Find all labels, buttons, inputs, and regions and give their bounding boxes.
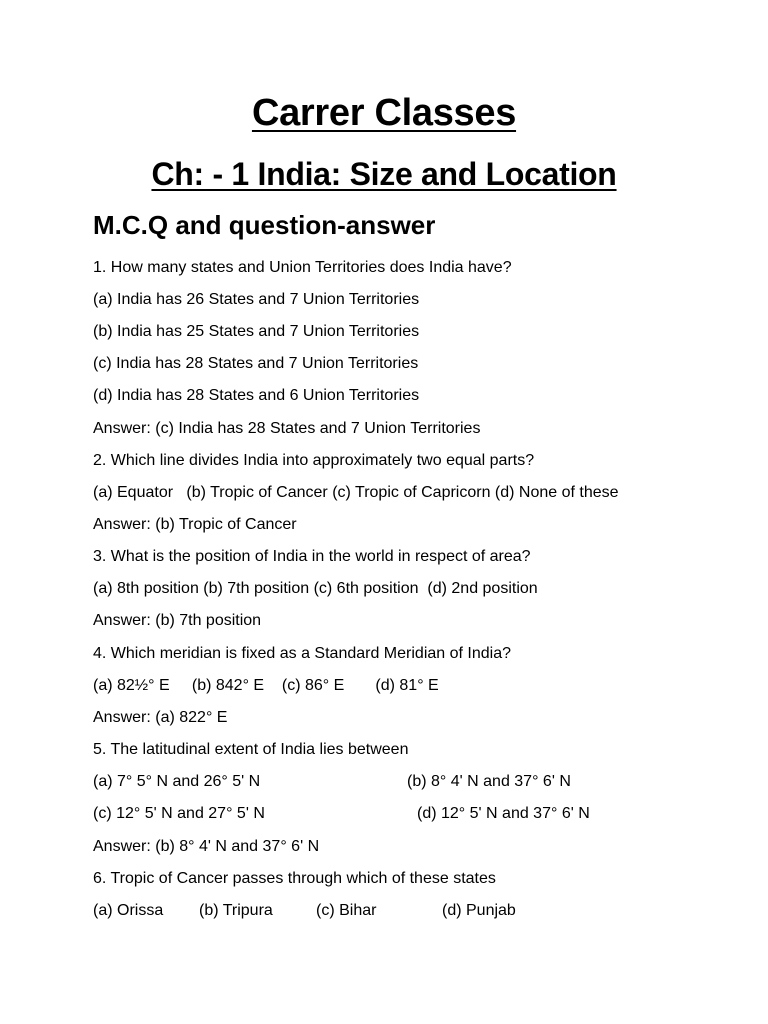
options-line: (a) Equator (b) Tropic of Cancer (c) Tropic of Capricorn (d) None of these xyxy=(93,484,619,501)
option-text: (a) Orissa xyxy=(93,902,164,919)
question-text: 4. Which meridian is fixed as a Standard Meridian of India? xyxy=(93,645,511,662)
question-text: 5. The latitudinal extent of India lies between xyxy=(93,741,409,758)
option-text: (b) India has 25 States and 7 Union Territories xyxy=(93,323,420,340)
option-text: (d) India has 28 States and 6 Union Territories xyxy=(93,387,420,404)
option-text: (a) India has 26 States and 7 Union Territories xyxy=(93,291,420,308)
option-text: (d) 12° 5' N and 37° 6' N xyxy=(417,805,590,822)
options-line: (a) 82½° E (b) 842° E (c) 86° E (d) 81° E xyxy=(93,677,439,694)
options-line: (a) 8th position (b) 7th position (c) 6th position (d) 2nd position xyxy=(93,580,538,597)
answer-text: Answer: (b) Tropic of Cancer xyxy=(93,516,297,533)
chapter-heading: Ch: - 1 India: Size and Location xyxy=(151,156,617,192)
option-text: (d) Punjab xyxy=(442,902,516,919)
question-text: 3. What is the position of India in the world in respect of area? xyxy=(93,548,531,565)
option-text: (c) 12° 5' N and 27° 5' N xyxy=(93,805,265,822)
question-text: 1. How many states and Union Territories does India have? xyxy=(93,259,512,276)
option-text: (b) 8° 4' N and 37° 6' N xyxy=(407,773,571,790)
document-title: Carrer Classes xyxy=(251,92,517,134)
answer-text: Answer: (b) 8° 4' N and 37° 6' N xyxy=(93,838,320,855)
option-text: (a) 7° 5° N and 26° 5' N xyxy=(93,773,261,790)
option-text: (b) Tripura xyxy=(199,902,273,919)
section-heading: M.C.Q and question-answer xyxy=(93,210,436,240)
answer-text: Answer: (c) India has 28 States and 7 Union Territories xyxy=(93,420,481,437)
answer-text: Answer: (b) 7th position xyxy=(93,612,262,629)
option-text: (c) Bihar xyxy=(316,902,377,919)
answer-text: Answer: (a) 822° E xyxy=(93,709,228,726)
question-text: 6. Tropic of Cancer passes through which of these states xyxy=(93,870,496,887)
option-text: (c) India has 28 States and 7 Union Territories xyxy=(93,355,419,372)
question-text: 2. Which line divides India into approximately two equal parts? xyxy=(93,452,535,469)
